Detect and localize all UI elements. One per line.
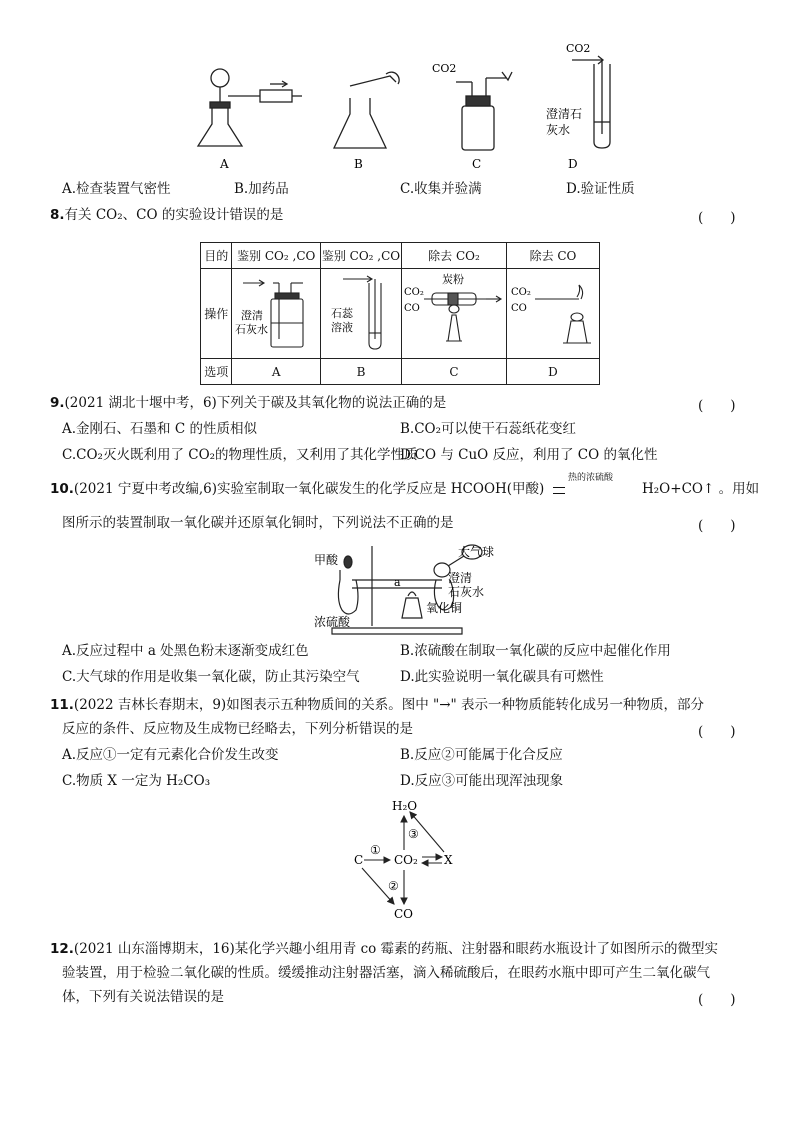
q10-label-formic-acid: 甲酸 <box>314 553 339 567</box>
operation-b-label-1: 石蕊 <box>330 307 353 320</box>
operation-d-gas-1: CO₂ <box>510 287 531 298</box>
q12-stem-line2: 验装置，用于检验二氧化碳的性质。缓缓推动注射器活塞，滴入稀硫酸后，在眼药水瓶中即可产生二氧化碳气 <box>62 965 710 981</box>
node-c: C <box>354 853 364 867</box>
node-h2o: H₂O <box>392 799 418 813</box>
operation-c <box>401 269 506 359</box>
figure-d-verify-property <box>572 56 610 148</box>
q12-answer-paren: ( ) <box>698 992 736 1008</box>
q11-option-b: B.反应②可能属于化合反应 <box>400 747 563 763</box>
reaction-3-label: ③ <box>408 827 419 841</box>
figure-d-limewater-2: 灰水 <box>546 123 571 137</box>
q10-products: H₂O+CO↑ 。用如 <box>642 481 760 497</box>
q9-option-a: A.金刚石、石墨和 C 的性质相似 <box>62 421 257 437</box>
q10-reaction-condition: 热的浓硫酸 <box>568 473 614 483</box>
reaction-1-label: ① <box>370 843 381 857</box>
q10-number: 10. <box>50 481 74 497</box>
figure-label-c: C <box>472 157 482 171</box>
q9-answer-paren: ( ) <box>698 398 736 414</box>
q9-number: 9. <box>50 395 65 411</box>
node-co: CO <box>394 907 414 921</box>
figure-b-add-reagent <box>334 72 399 148</box>
operation-b-label-2: 溶液 <box>330 321 353 334</box>
purpose-a: 鉴别 CO₂ ,CO <box>232 243 321 269</box>
q10-option-b: B.浓硫酸在制取一氧化碳的反应中起催化作用 <box>400 643 671 659</box>
operation-d-figure <box>507 269 599 355</box>
q9-option-b: B.CO₂可以使干石蕊纸花变红 <box>400 421 577 437</box>
q9-option-d: D.CO 与 CuO 反应，利用了 CO 的氧化性 <box>400 447 658 463</box>
operation-d-gas-2: CO <box>510 303 527 314</box>
operation-c-figure <box>402 269 506 355</box>
row-header-option: 选项 <box>201 359 232 385</box>
q10-label-cuo: 氧化铜 <box>426 601 463 615</box>
figure-c-collect-co2 <box>456 72 512 150</box>
q10-option-a: A.反应过程中 a 处黑色粉末逐渐变成红色 <box>62 643 309 659</box>
operation-c-gas-2: CO <box>403 303 420 314</box>
option-b: B <box>320 359 401 385</box>
q11-text-1: (2022 吉林长春期末，9)如图表示五种物质间的关系。图中 "→" 表示一种物质能转化成另一种物质，部分 <box>73 697 705 713</box>
q11-stem-line2: 反应的条件、反应物及生成物已经略去，下列分析错误的是 <box>62 721 413 737</box>
q10-option-c: C.大气球的作用是收集一氧化碳，防止其污染空气 <box>62 669 360 685</box>
q11-relation-diagram <box>340 794 470 926</box>
operation-c-gas-1: CO₂ <box>403 287 424 298</box>
figure-d-co2-label: CO2 <box>566 42 591 55</box>
figure-c-co2-label: CO2 <box>432 62 457 75</box>
q10-equals-sign <box>553 487 565 494</box>
q7-option-c: C.收集并验满 <box>400 181 482 197</box>
figure-label-d: D <box>568 157 578 171</box>
figure-label-b: B <box>354 157 363 171</box>
q8-answer-paren: ( ) <box>698 210 736 226</box>
node-x: X <box>444 853 453 867</box>
q7-apparatus-figure <box>190 38 630 178</box>
q8-stem <box>50 206 283 224</box>
operation-a-label-1: 澄清 <box>241 309 264 322</box>
q9-text: (2021 湖北十堰中考，6)下列关于碳及其氧化物的说法正确的是 <box>64 395 447 411</box>
q10-answer-paren: ( ) <box>698 518 736 534</box>
q7-option-d: D.验证性质 <box>566 181 635 197</box>
q10-stem-line2: 图所示的装置制取一氧化碳并还原氧化铜时，下列说法不正确的是 <box>62 515 454 531</box>
q12-number: 12. <box>50 941 74 957</box>
q7-option-a: A.检查装置气密性 <box>62 181 171 197</box>
operation-b <box>320 269 401 359</box>
figure-label-a: A <box>220 157 229 171</box>
q10-label-balloon: 大气球 <box>458 545 495 559</box>
option-a: A <box>232 359 321 385</box>
q11-option-c: C.物质 X 一定为 H₂CO₃ <box>62 773 211 789</box>
q9-option-c: C.CO₂灭火既利用了 CO₂的物理性质，又利用了其化学性质 <box>62 447 418 463</box>
q10-label-sulfuric-acid: 浓硫酸 <box>314 615 351 629</box>
q10-text-1: (2021 宁夏中考改编,6)实验室制取一氧化碳发生的化学反应是 HCOOH(甲酸) <box>73 481 545 497</box>
q11-number: 11. <box>50 697 74 713</box>
row-header-operation: 操作 <box>201 269 232 359</box>
operation-d <box>506 269 599 359</box>
q11-option-a: A.反应①一定有元素化合价发生改变 <box>62 747 279 763</box>
q12-stem-line1 <box>50 940 718 958</box>
operation-a-label-2: 石灰水 <box>235 323 269 336</box>
q12-text-1: (2021 山东淄博期末，16)某化学兴趣小组用青 co 霉素的药瓶、注射器和眼药水瓶设计了如图所示的微型实 <box>73 941 719 957</box>
q10-apparatus-figure <box>312 540 508 640</box>
q11-option-d: D.反应③可能出现浑浊现象 <box>400 773 564 789</box>
purpose-b: 鉴别 CO₂ ,CO <box>320 243 401 269</box>
purpose-d: 除去 CO <box>506 243 599 269</box>
figure-a-airtightness <box>198 69 302 146</box>
node-co2: CO₂ <box>394 853 418 867</box>
q10-label-limewater-1: 澄清 <box>448 571 473 585</box>
operation-b-figure <box>321 269 401 355</box>
q10-label-a: a <box>394 576 401 589</box>
q10-option-d: D.此实验说明一氧化碳具有可燃性 <box>400 669 604 685</box>
option-d: D <box>506 359 599 385</box>
q11-answer-paren: ( ) <box>698 724 736 740</box>
q8-experiment-table <box>200 242 600 385</box>
row-header-purpose: 目的 <box>201 243 232 269</box>
q11-stem-line1 <box>50 696 704 714</box>
purpose-c: 除去 CO₂ <box>401 243 506 269</box>
figure-d-limewater-1: 澄清石 <box>546 107 583 121</box>
q10-stem-line1 <box>50 480 544 498</box>
operation-c-label-top: 炭粉 <box>441 273 464 286</box>
operation-a-figure <box>233 269 319 355</box>
q8-number: 8. <box>50 207 65 223</box>
q9-stem <box>50 394 446 412</box>
q8-text: 有关 CO₂、CO 的实验设计错误的是 <box>64 207 284 223</box>
operation-a <box>232 269 321 359</box>
q10-label-limewater-2: 石灰水 <box>448 585 485 599</box>
reaction-2-label: ② <box>388 879 399 893</box>
q7-option-b: B.加药品 <box>234 181 289 197</box>
option-c: C <box>401 359 506 385</box>
q12-stem-line3: 体，下列有关说法错误的是 <box>62 989 224 1005</box>
